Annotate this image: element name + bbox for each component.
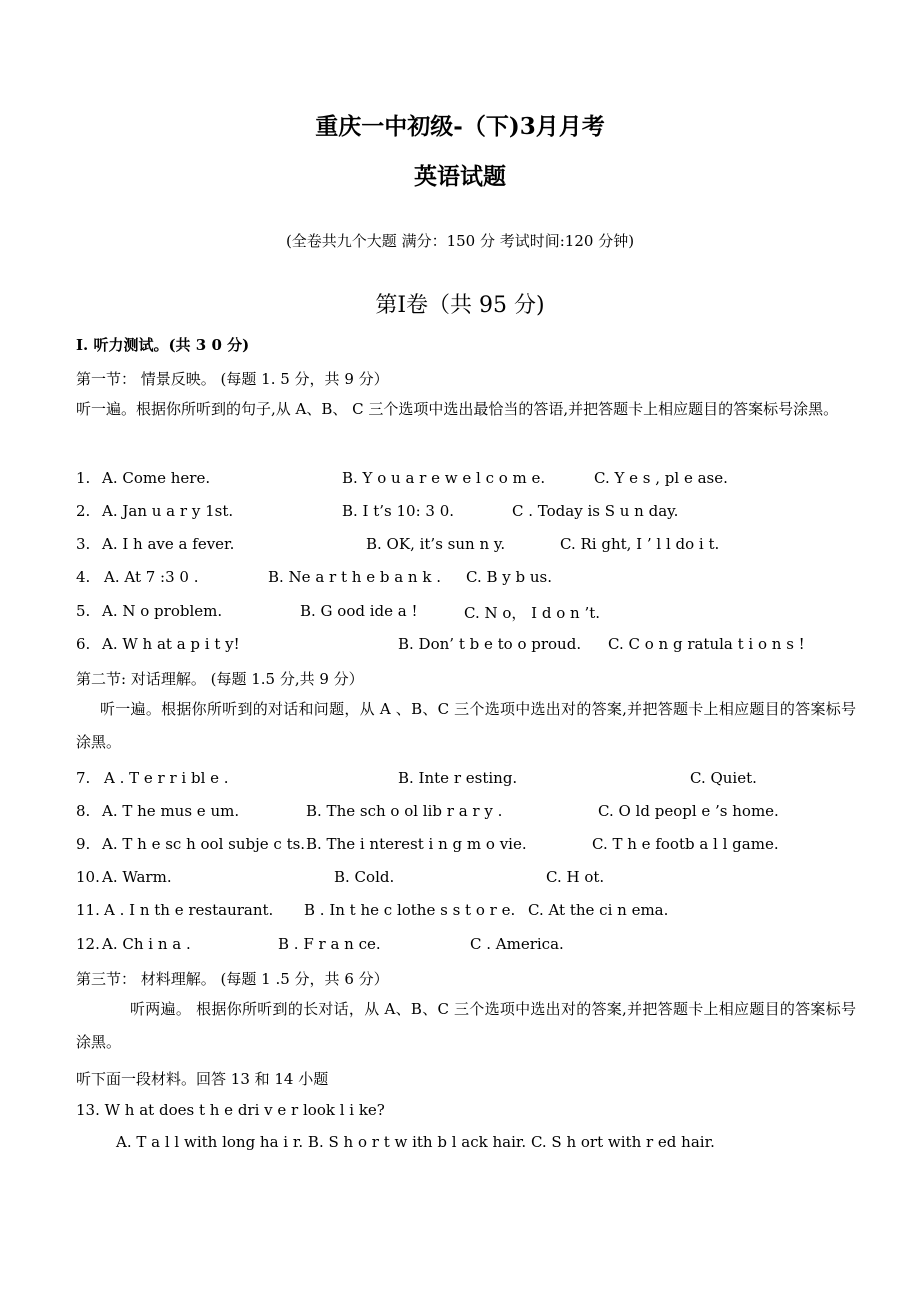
- question-number: 5.: [76, 602, 91, 620]
- exam-subtitle: 英语试题: [414, 163, 506, 190]
- option-c: C. Quiet.: [690, 769, 757, 787]
- option-a: A. Come here.: [102, 469, 211, 487]
- option-c: C. T h e footb a l l game.: [592, 835, 779, 853]
- question-13-options: A. T a l l with long ha i r. B. S h o r t w ith b l ack hair. C. S h ort with r ed hair.: [116, 1133, 715, 1151]
- part3-title: 第三节： 材料理解。 (每题 1 .5 分，共 6 分）: [76, 970, 389, 988]
- part1-instruction: 听一遍。根据你所听到的句子,从 A、B、 C 三个选项中选出最恰当的答语,并把答题卡上相应题目的答案标号涂黑。: [76, 400, 839, 418]
- option-a: A. At 7 :3 0 .: [104, 568, 199, 586]
- question-number: 6.: [76, 635, 91, 653]
- option-c: C. H ot.: [546, 868, 605, 886]
- option-b: B. Cold.: [334, 868, 395, 886]
- option-a: A. Warm.: [102, 868, 172, 886]
- option-a: A. T he mus e um.: [102, 802, 240, 820]
- option-b: B . F r a n ce.: [278, 935, 381, 953]
- option-b: B. Inte r esting.: [398, 769, 518, 787]
- option-b: B. G ood ide a !: [300, 602, 418, 620]
- option-c: C . America.: [470, 935, 564, 953]
- question-number: 10.: [76, 868, 100, 886]
- part2-title: 第二节: 对话理解。 (每题 1.5 分,共 9 分）: [76, 670, 364, 688]
- exam-title: 重庆一中初级-（下)3月月考: [315, 113, 605, 140]
- question-13-stem: 13. W h at does t h e dri v e r look l i ke?: [76, 1101, 385, 1119]
- option-b: B. Ne a r t h e b a n k .: [268, 568, 441, 586]
- option-a: A. Jan u a r y 1st.: [102, 502, 234, 520]
- option-a: A . I n th e restaurant.: [104, 901, 274, 919]
- option-a: A . T e r r i bl e .: [104, 769, 229, 787]
- option-c: C. B y b us.: [466, 568, 553, 586]
- option-a: A. I h ave a fever.: [102, 535, 235, 553]
- option-a: A. N o problem.: [102, 602, 223, 620]
- option-a: A. W h at a p i t y!: [102, 635, 240, 653]
- option-c: C. At the ci n ema.: [528, 901, 669, 919]
- option-b: B. Don’ t b e to o proud.: [398, 635, 582, 653]
- option-b: B. The sch o ol lib r a r y .: [306, 802, 503, 820]
- material-lead: 听下面一段材料。回答 13 和 14 小题: [76, 1070, 329, 1088]
- question-number: 9.: [76, 835, 91, 853]
- question-number: 11.: [76, 901, 100, 919]
- question-number: 2.: [76, 502, 91, 520]
- option-a: A. T h e sc h ool subje c ts.: [102, 835, 306, 853]
- part-title: 第Ⅰ卷（共 95 分): [375, 293, 545, 318]
- option-b: B . In t he c lothe s s t o r e.: [304, 901, 516, 919]
- question-number: 3.: [76, 535, 91, 553]
- question-number: 4.: [76, 568, 91, 586]
- option-b: B. Y o u a r e w e l c o m e.: [342, 469, 546, 487]
- option-c: C. Y e s , pl e ase.: [594, 469, 728, 487]
- question-number: 7.: [76, 769, 91, 787]
- option-c: C. O ld peopl e ’s home.: [598, 802, 779, 820]
- option-b: B. OK, it’s sun n y.: [366, 535, 506, 553]
- question-number: 1.: [76, 469, 91, 487]
- option-b: B. I t’s 10: 3 0.: [342, 502, 455, 520]
- part1-title: 第一节： 情景反映。 (每题 1. 5 分，共 9 分）: [76, 370, 389, 388]
- part3-instruction: 听两遍。 根据你所听到的长对话，从 A、B、C 三个选项中选出对的答案,并把答题卡上相应题目的答案标号涂黑。: [76, 1000, 856, 1051]
- option-c: C. N o， I d o n ’t.: [464, 604, 601, 622]
- option-a: A. Ch i n a .: [102, 935, 191, 953]
- exam-info: (全卷共九个大题 满分：150 分 考试时间:120 分钟): [285, 232, 635, 250]
- option-c: C. C o n g ratula t i o n s !: [608, 635, 805, 653]
- option-c: C. Ri ght, I ’ l l do i t.: [560, 535, 720, 553]
- question-number: 12.: [76, 935, 100, 953]
- option-c: C . Today is S u n day.: [512, 502, 679, 520]
- option-b: B. The i nterest i n g m o vie.: [306, 835, 527, 853]
- section-heading: Ⅰ. 听力测试。(共 3 0 分): [76, 336, 250, 354]
- part2-instruction: 听一遍。根据你所听到的对话和问题，从 A 、B、C 三个选项中选出对的答案,并把答题卡上相应题目的答案标号涂黑。: [76, 700, 856, 751]
- question-number: 8.: [76, 802, 91, 820]
